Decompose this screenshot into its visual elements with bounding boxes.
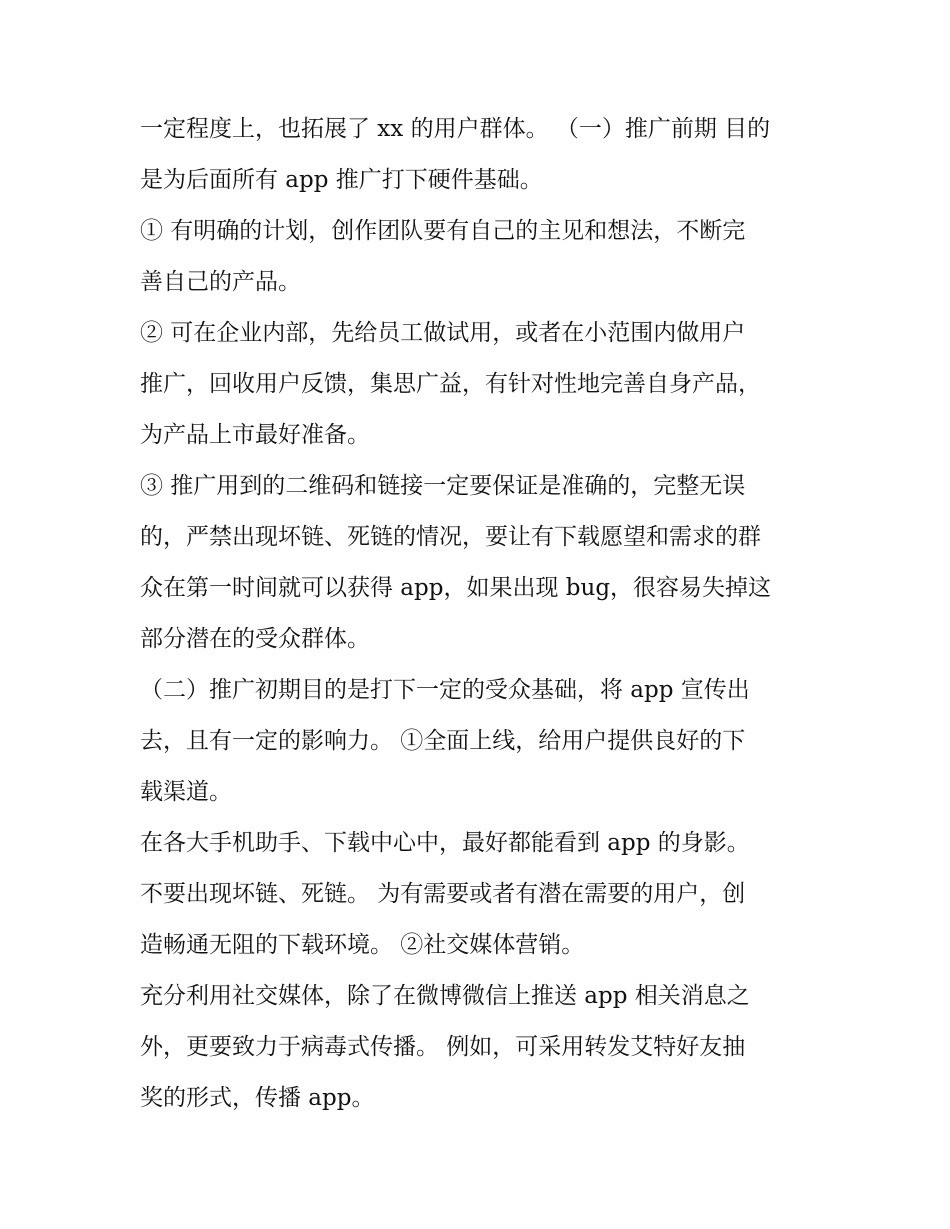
text-line: 部分潜在的受众群体。 xyxy=(140,626,370,652)
text-line: 一定程度上，也拓展了 xx 的用户群体。 （一）推广前期 目的 xyxy=(140,116,771,142)
text-line: 的，严禁出现坏链、死链的情况，要让有下载愿望和需求的群 xyxy=(140,524,761,550)
text-line: 充分利用社交媒体，除了在微博微信上推送 app 相关消息之 xyxy=(140,983,750,1009)
text-line: 造畅通无阻的下载环境。 ②社交媒体营销。 xyxy=(140,932,585,958)
text-line: 去，且有一定的影响力。 ①全面上线，给用户提供良好的下 xyxy=(140,728,746,754)
document-body xyxy=(140,104,820,1124)
text-line: 载渠道。 xyxy=(140,779,232,805)
text-line: 在各大手机助手、下载中心中，最好都能看到 app 的身影。 xyxy=(140,830,750,856)
text-line: 外，更要致力于病毒式传播。 例如，可采用转发艾特好友抽 xyxy=(140,1034,746,1060)
text-line: 为产品上市最好准备。 xyxy=(140,422,370,448)
text-line: 奖的形式，传播 app。 xyxy=(140,1085,375,1111)
text-line: 是为后面所有 app 推广打下硬件基础。 xyxy=(140,167,543,193)
text-line: ① 有明确的计划，创作团队要有自己的主见和想法，不断完 xyxy=(140,218,746,244)
text-line: 不要出现坏链、死链。 为有需要或者有潜在需要的用户，创 xyxy=(140,881,746,907)
text-line: ② 可在企业内部，先给员工做试用，或者在小范围内做用户 xyxy=(140,320,746,346)
text-line: 善自己的产品。 xyxy=(140,269,301,295)
text-line: 推广，回收用户反馈，集思广益，有针对性地完善自身产品， xyxy=(140,371,761,397)
text-line: 众在第一时间就可以获得 app，如果出现 bug，很容易失掉这 xyxy=(140,575,772,601)
text-line: ③ 推广用到的二维码和链接一定要保证是准确的，完整无误 xyxy=(140,473,746,499)
text-line: （二）推广初期目的是打下一定的受众基础，将 app 宣传出 xyxy=(140,677,750,703)
